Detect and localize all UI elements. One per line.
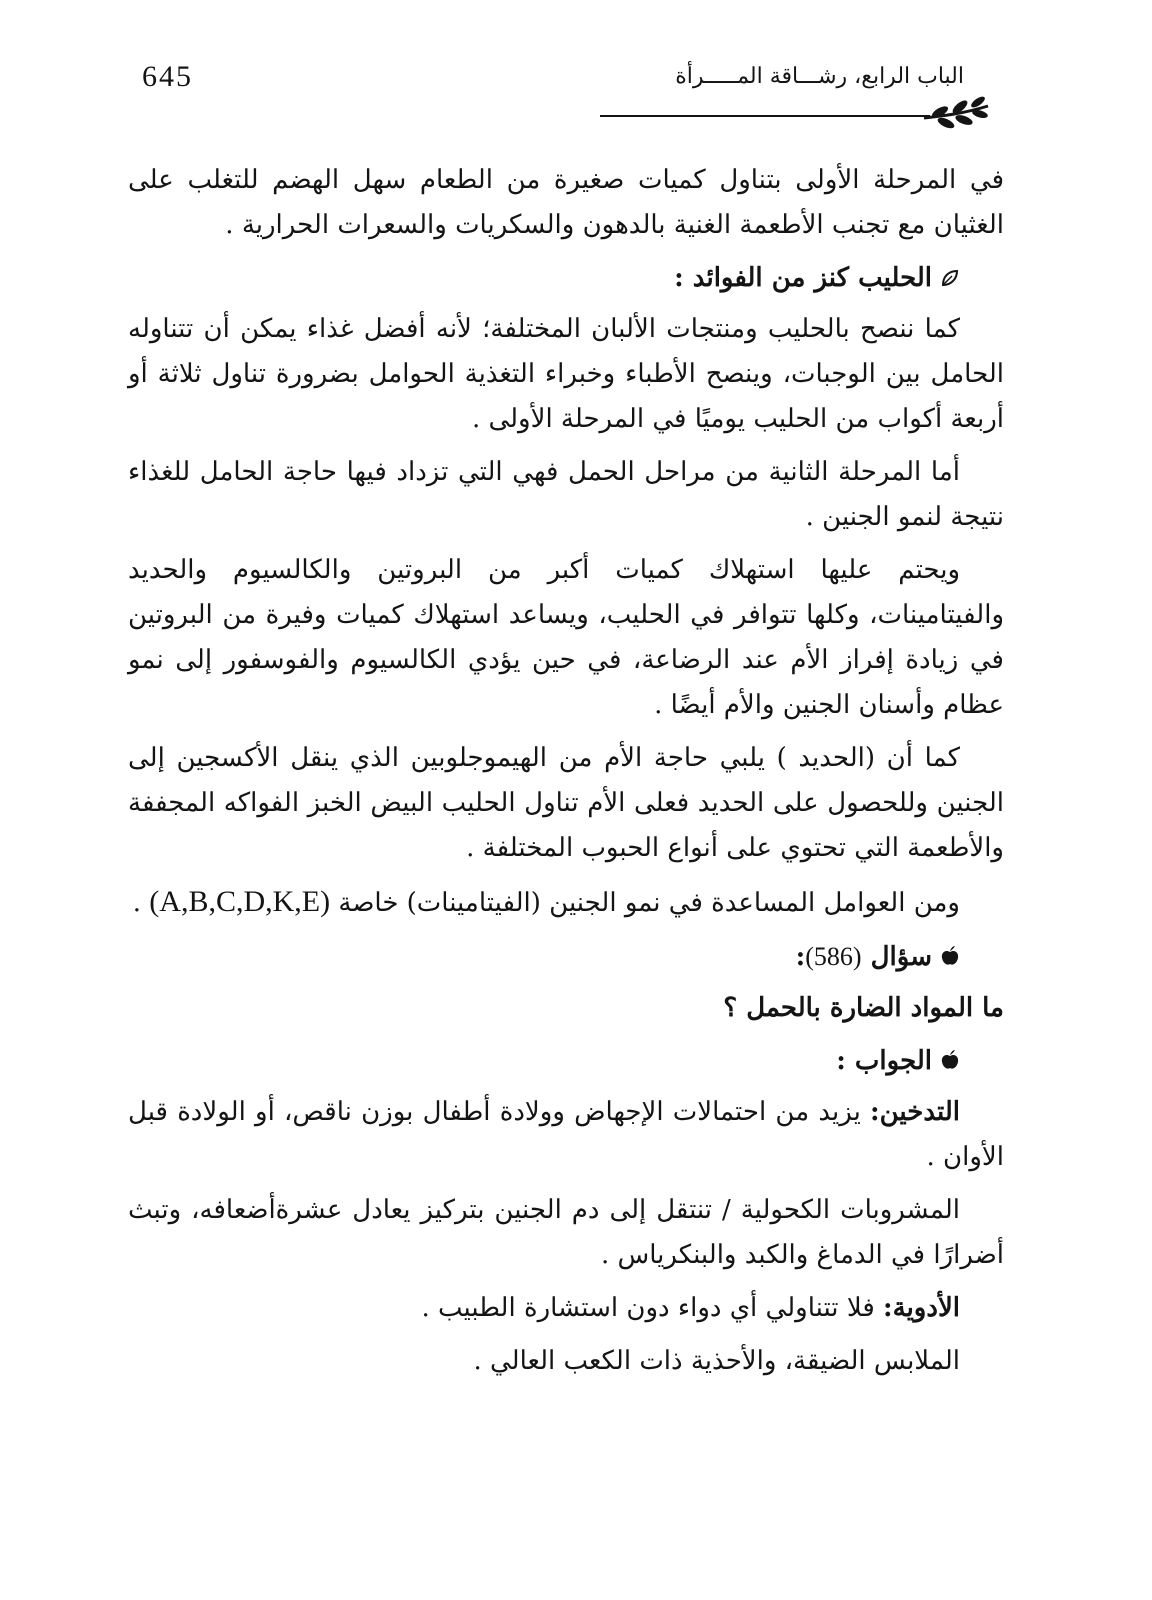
paragraph-6-end: . [132, 888, 142, 918]
leaf-branch-icon [922, 96, 992, 132]
smoking-item [128, 1090, 1004, 1180]
paragraph-6 [128, 879, 1004, 926]
question-colon: : [795, 942, 806, 972]
apple-bullet-icon [940, 1049, 960, 1071]
drugs-text: فلا تتناولي أي دواء دون استشارة الطبيب . [421, 1293, 884, 1323]
question-label: سؤال [870, 942, 932, 972]
question-heading [128, 934, 1004, 980]
smoking-text: يزيد من احتمالات الإجهاض وولادة أطفال بوزن ناقص، أو الولادة قبل الأوان . [128, 1097, 1004, 1172]
leaf-bullet-icon [940, 268, 960, 288]
question-number: (586) [805, 942, 862, 971]
alcohol-item: المشروبات الكحولية / تنتقل إلى دم الجنين بتركيز يعادل عشرةأضعافه، وتبث أضرارًا في الدماغ والكبد والبنكرياس . [128, 1195, 1004, 1270]
paragraph-3: أما المرحلة الثانية من مراحل الحمل فهي التي تزداد فيها حاجة الحامل للغذاء نتيجة لنمو الجنين . [128, 457, 1004, 532]
section-heading-milk-text: الحليب كنز من الفوائد : [674, 263, 932, 293]
paragraph-4: ويحتم عليها استهلاك كميات أكبر من البروتين والكالسيوم والحديد والفيتامينات، وكلها تتوافر في الحليب، ويساعد استهلاك كميات وفيرة من البروتين في زيادة إفراز الأم عند الرضاعة، في حين يؤدي الكالسيوم والفوسفور إلى نمو عظام وأسنان الجنين والأم أيضًا . [128, 555, 1005, 720]
paragraph-5: كما أن (الحديد ) يلبي حاجة الأم من الهيموجلوبين الذي ينقل الأكسجين إلى الجنين وللحصول على الحديد فعلى الأم تناول الحليب البيض الخبز الفواكه المجففة والأطعمة التي تحتوي على أنواع الحبوب المختلفة . [128, 743, 1004, 863]
paragraph-6-text: ومن العوامل المساعدة في نمو الجنين (الفيتامينات) خاصة [338, 888, 960, 918]
paragraph-2: كما ننصح بالحليب ومنتجات الألبان المختلفة؛ لأنه أفضل غذاء يمكن أن تتناوله الحامل بين الوجبات، وينصح الأطباء وخبراء التغذية الحوامل بضرورة تناول ثلاثة أو أربعة أكواب من الحليب يوميًا في المرحلة الأولى . [128, 314, 1004, 434]
vitamin-list: (A,B,C,D,K,E) [149, 885, 331, 918]
drugs-item [128, 1286, 1004, 1331]
page-number: 645 [142, 60, 193, 93]
header-rule [600, 115, 930, 117]
answer-heading [128, 1039, 1004, 1084]
question-text: ما المواد الضارة بالحمل ؟ [723, 993, 1004, 1023]
paragraph-1: في المرحلة الأولى بتناول كميات صغيرة من الطعام سهل الهضم للتغلب على الغثيان مع تجنب الأطعمة الغنية بالدهون والسكريات والسعرات الحرارية . [128, 165, 1004, 240]
section-heading-milk [128, 256, 1004, 301]
running-title: الباب الرابع، رشـــاقة المـــــرأة [675, 64, 964, 89]
smoking-term: التدخين: [870, 1097, 960, 1127]
answer-label: الجواب : [836, 1046, 932, 1076]
clothes-item: الملابس الضيقة، والأحذية ذات الكعب العالي . [473, 1346, 960, 1376]
apple-bullet-icon [940, 945, 960, 967]
page-body [128, 158, 1004, 1392]
drugs-term: الأدوية: [883, 1293, 960, 1323]
